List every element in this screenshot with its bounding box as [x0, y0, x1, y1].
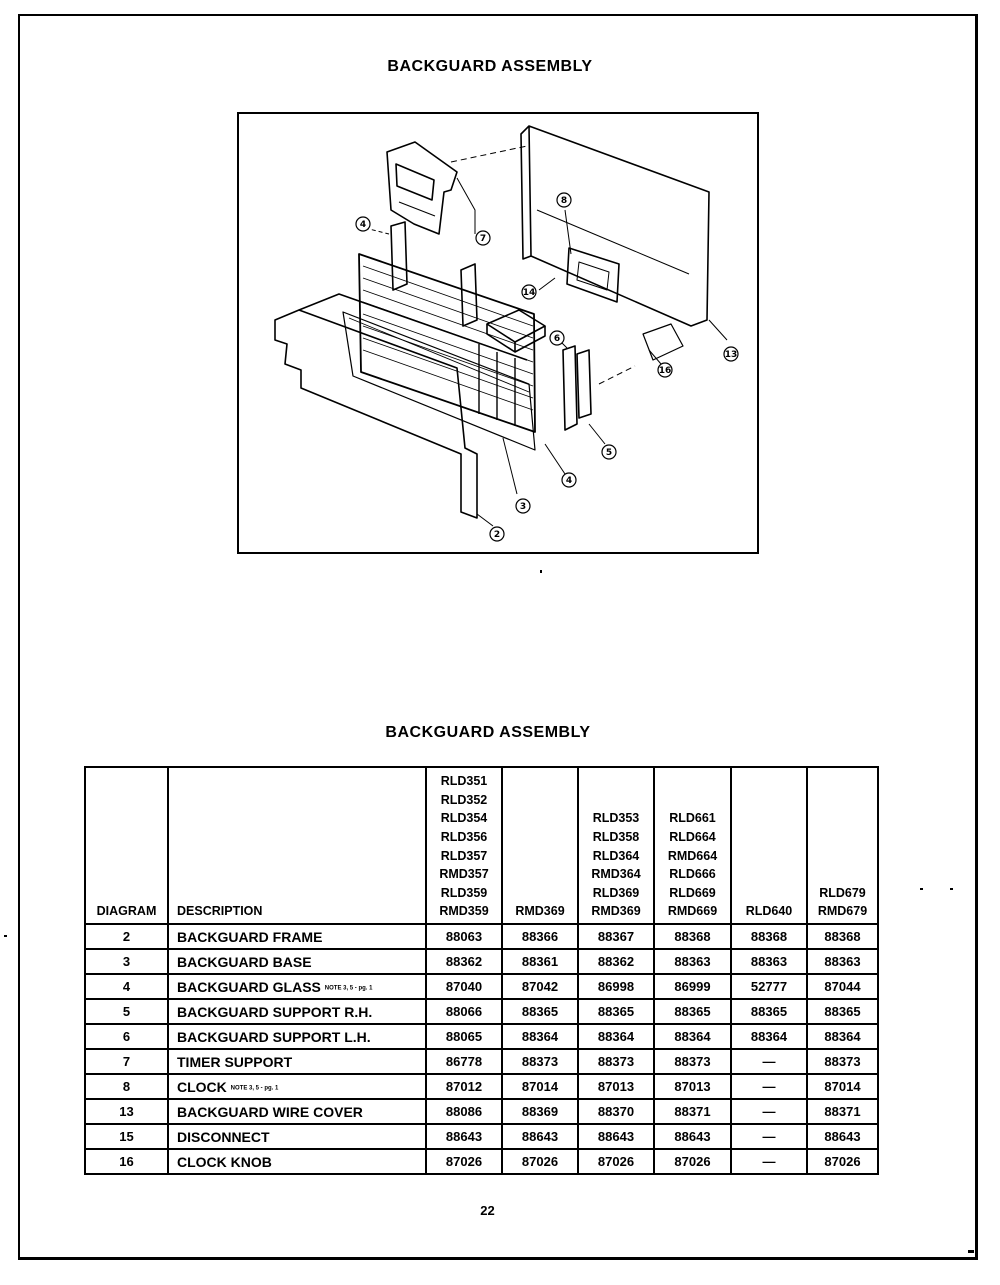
header-col6: RLD679 RMD679 [807, 767, 878, 924]
cell-part: 87013 [654, 1074, 731, 1099]
note-reference: NOTE 3, 5 - pg. 1 [230, 1084, 279, 1091]
cell-part: — [731, 1099, 807, 1124]
cell-part: 88065 [426, 1024, 502, 1049]
cell-part: 88362 [426, 949, 502, 974]
cell-part: 88364 [578, 1024, 654, 1049]
cell-part: 87044 [807, 974, 878, 999]
cell-part: 88364 [654, 1024, 731, 1049]
cell-part: 88370 [578, 1099, 654, 1124]
cell-part: 87014 [502, 1074, 578, 1099]
cell-part: 88086 [426, 1099, 502, 1124]
cell-part: 88363 [807, 949, 878, 974]
cell-diagram: 6 [85, 1024, 168, 1049]
cell-part: 88373 [654, 1049, 731, 1074]
cell-part: 88367 [578, 924, 654, 949]
cell-part: 88371 [807, 1099, 878, 1124]
cell-part: 88373 [807, 1049, 878, 1074]
cell-part: 88368 [731, 924, 807, 949]
cell-description: BACKGUARD WIRE COVER [168, 1099, 426, 1124]
callout-8: 8 [560, 196, 568, 206]
table-title: BACKGUARD ASSEMBLY [385, 724, 591, 741]
header-col2: RMD369 [502, 767, 578, 924]
table-row [85, 1049, 878, 1074]
cell-diagram: 13 [85, 1099, 168, 1124]
page-title: BACKGUARD ASSEMBLY [387, 58, 593, 75]
cell-part: 88365 [578, 999, 654, 1024]
table-row [85, 1124, 878, 1149]
cell-part: 88365 [654, 999, 731, 1024]
table-header-row [85, 767, 878, 924]
header-description: DESCRIPTION [168, 767, 426, 924]
cell-part: 88643 [654, 1124, 731, 1149]
table-row [85, 1099, 878, 1124]
cell-part: 86999 [654, 974, 731, 999]
scan-speck [975, 900, 977, 902]
cell-part: 87026 [654, 1149, 731, 1174]
cell-part: 88368 [654, 924, 731, 949]
cell-diagram: 2 [85, 924, 168, 949]
cell-part: 87026 [426, 1149, 502, 1174]
scan-speck [968, 1250, 974, 1253]
cell-part: 87013 [578, 1074, 654, 1099]
cell-part: 87012 [426, 1074, 502, 1099]
cell-part: 87026 [807, 1149, 878, 1174]
note-reference: NOTE 3, 5 - pg. 1 [324, 984, 373, 991]
cell-part: 88365 [731, 999, 807, 1024]
cell-description: DISCONNECT [168, 1124, 426, 1149]
cell-part: 88364 [731, 1024, 807, 1049]
cell-part: 86778 [426, 1049, 502, 1074]
cell-part: 88362 [578, 949, 654, 974]
table-row [85, 1024, 878, 1049]
header-col1: RLD351 RLD352 RLD354 RLD356 RLD357 RMD357 RLD359 RMD359 [426, 767, 502, 924]
scan-speck [4, 935, 7, 937]
cell-part: 88063 [426, 924, 502, 949]
header-col4: RLD661 RLD664 RMD664 RLD666 RLD669 RMD669 [654, 767, 731, 924]
cell-diagram: 5 [85, 999, 168, 1024]
cell-diagram: 8 [85, 1074, 168, 1099]
callout-7: 7 [479, 234, 487, 244]
header-col3: RLD353 RLD358 RLD364 RMD364 RLD369 RMD369 [578, 767, 654, 924]
cell-part: 87026 [578, 1149, 654, 1174]
cell-part: 88365 [502, 999, 578, 1024]
cell-diagram: 15 [85, 1124, 168, 1149]
cell-part: 88373 [578, 1049, 654, 1074]
cell-part: — [731, 1149, 807, 1174]
cell-diagram: 7 [85, 1049, 168, 1074]
cell-part: — [731, 1074, 807, 1099]
table-row [85, 924, 878, 949]
parts-table [84, 766, 879, 1175]
cell-description: BACKGUARD FRAME [168, 924, 426, 949]
cell-part: 88364 [807, 1024, 878, 1049]
cell-part: 88371 [654, 1099, 731, 1124]
scan-speck [920, 888, 923, 890]
callout-6: 6 [553, 334, 561, 344]
cell-description: BACKGUARD SUPPORT L.H. [168, 1024, 426, 1049]
cell-description: BACKGUARD BASE [168, 949, 426, 974]
callout-3: 3 [519, 502, 527, 512]
exploded-diagram [237, 112, 759, 554]
cell-part: 88368 [807, 924, 878, 949]
cell-part: 86998 [578, 974, 654, 999]
scan-speck [950, 888, 953, 890]
cell-part: 88369 [502, 1099, 578, 1124]
cell-part: 87040 [426, 974, 502, 999]
cell-description: CLOCK KNOB [168, 1149, 426, 1174]
cell-part: 88366 [502, 924, 578, 949]
cell-part: 88363 [654, 949, 731, 974]
callout-2: 2 [493, 530, 501, 540]
cell-part: 52777 [731, 974, 807, 999]
table-row [85, 1149, 878, 1174]
cell-part: 88373 [502, 1049, 578, 1074]
cell-part: 88066 [426, 999, 502, 1024]
cell-part: 88364 [502, 1024, 578, 1049]
table-row [85, 949, 878, 974]
cell-part: 88643 [426, 1124, 502, 1149]
cell-diagram: 4 [85, 974, 168, 999]
cell-part: 88365 [807, 999, 878, 1024]
page-number: 22 [480, 1203, 495, 1218]
cell-part: 88363 [731, 949, 807, 974]
cell-description: BACKGUARD GLASS NOTE 3, 5 - pg. 1 [168, 974, 426, 999]
cell-part: — [731, 1049, 807, 1074]
cell-part: 87042 [502, 974, 578, 999]
cell-part: 88643 [578, 1124, 654, 1149]
cell-part: — [731, 1124, 807, 1149]
cell-part: 88361 [502, 949, 578, 974]
cell-part: 87014 [807, 1074, 878, 1099]
callout-4b: 4 [565, 476, 573, 486]
cell-description: CLOCK NOTE 3, 5 - pg. 1 [168, 1074, 426, 1099]
cell-description: BACKGUARD SUPPORT R.H. [168, 999, 426, 1024]
table-row [85, 999, 878, 1024]
cell-part: 87026 [502, 1149, 578, 1174]
callout-4a: 4 [359, 220, 367, 230]
table-row [85, 974, 878, 999]
header-diagram: DIAGRAM [85, 767, 168, 924]
callout-16: 16 [658, 366, 672, 376]
callout-5: 5 [605, 448, 613, 458]
table-row [85, 1074, 878, 1099]
callout-14: 14 [522, 288, 536, 298]
cell-diagram: 16 [85, 1149, 168, 1174]
cell-description: TIMER SUPPORT [168, 1049, 426, 1074]
cell-part: 88643 [807, 1124, 878, 1149]
backguard-exploded-view [239, 114, 757, 552]
header-col5: RLD640 [731, 767, 807, 924]
cell-diagram: 3 [85, 949, 168, 974]
callout-13: 13 [724, 350, 738, 360]
scan-speck [540, 570, 542, 573]
cell-part: 88643 [502, 1124, 578, 1149]
